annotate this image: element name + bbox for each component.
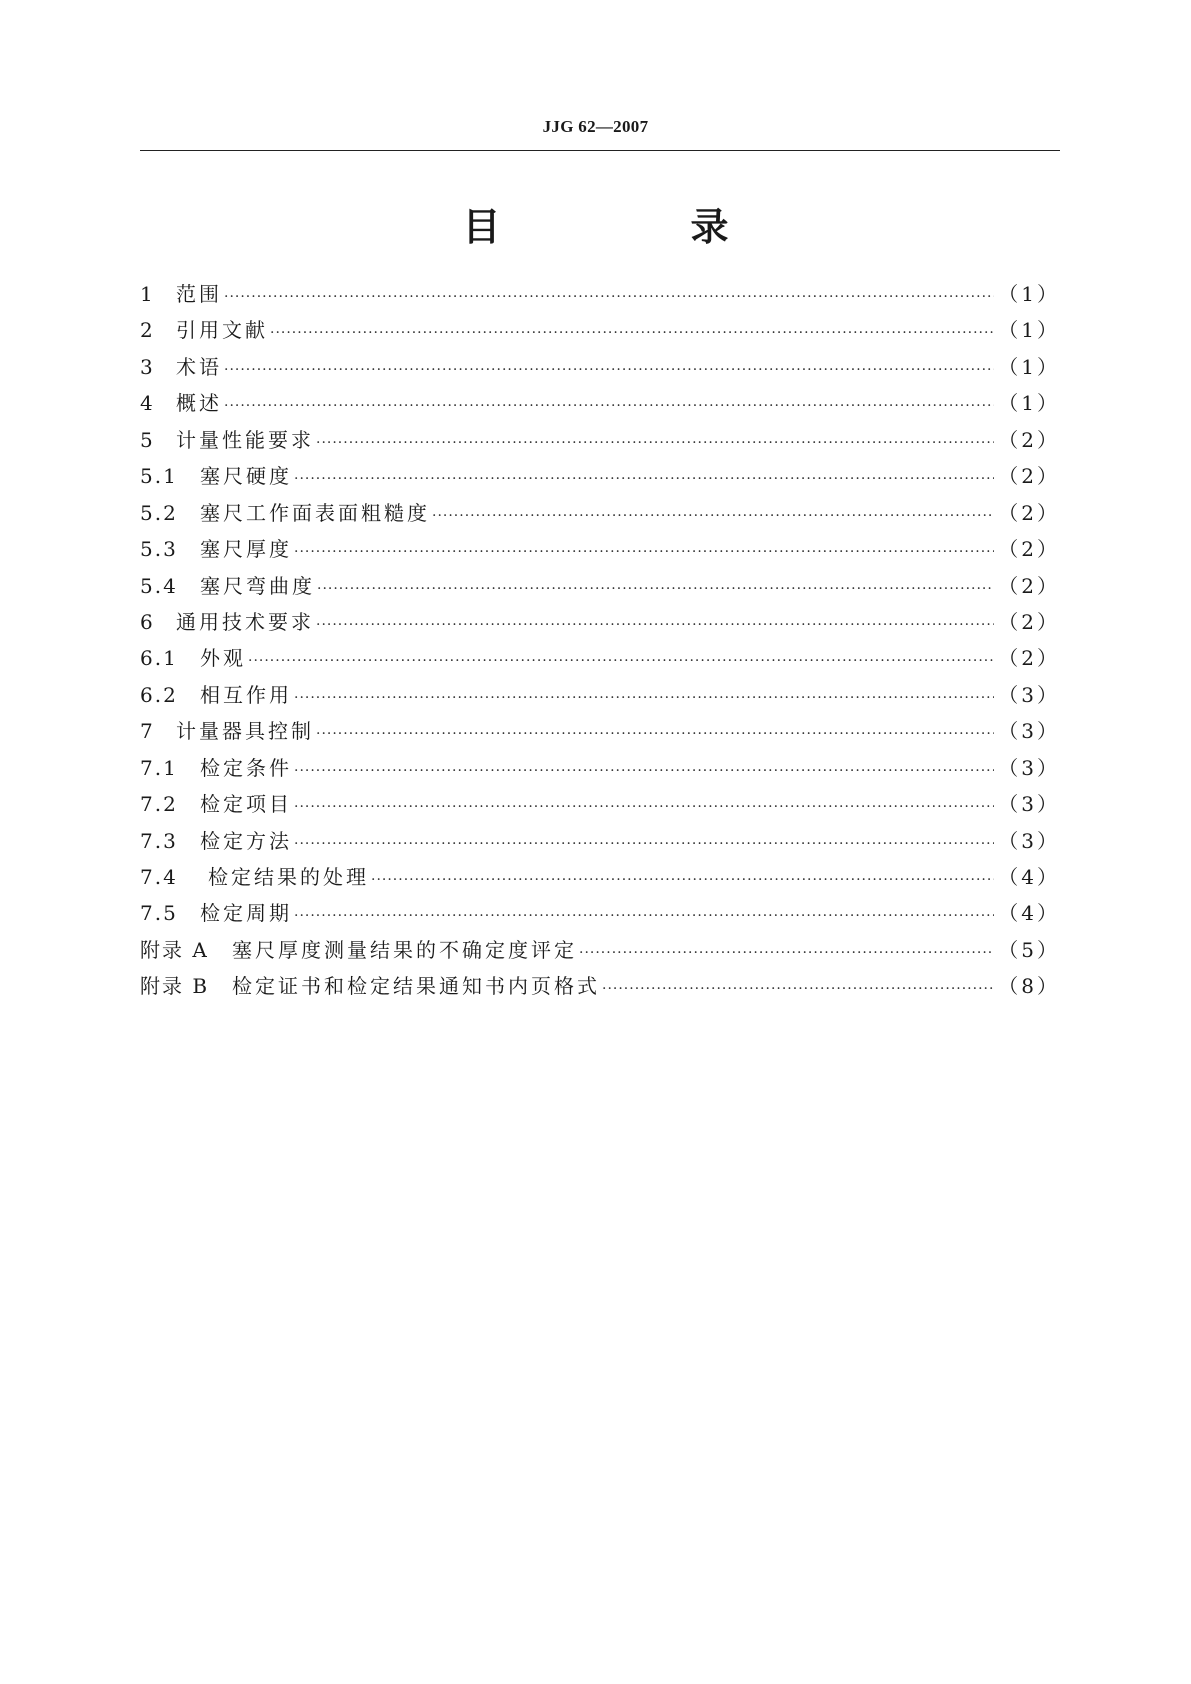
toc-entry-page: （2）	[998, 646, 1060, 671]
toc-entry-title: 塞尺工作面表面粗糙度	[200, 500, 430, 525]
toc-entry[interactable]	[140, 276, 1060, 312]
toc-entry-page: （3）	[998, 828, 1060, 853]
toc-entry-page: （1）	[998, 282, 1060, 306]
toc-title: 目 录	[462, 205, 805, 249]
table-of-contents	[140, 276, 1060, 1005]
toc-leader-dots	[317, 571, 994, 607]
toc-entry-number: 1	[140, 282, 155, 306]
toc-entry[interactable]	[140, 713, 1060, 749]
toc-entry-number: 7.2	[140, 792, 178, 817]
toc-entry-title: 计量器具控制	[176, 719, 314, 744]
toc-entry[interactable]	[140, 677, 1060, 713]
toc-entry-page: （3）	[998, 792, 1060, 817]
toc-entry-number: 6.2	[140, 682, 178, 707]
toc-entry-title: 外观	[200, 646, 246, 671]
toc-leader-dots	[294, 789, 994, 825]
toc-entry-title: 检定条件	[200, 755, 292, 780]
toc-entry-number: 7.4	[140, 865, 178, 889]
toc-leader-dots	[579, 935, 994, 971]
toc-entry-page: （1）	[998, 354, 1060, 379]
toc-entry-number: 5.2	[140, 500, 178, 525]
toc-leader-dots	[371, 862, 994, 898]
toc-entry-page: （2）	[998, 537, 1060, 562]
toc-entry-number: 7	[140, 719, 155, 744]
toc-leader-dots	[316, 716, 994, 752]
toc-entry[interactable]	[140, 495, 1060, 531]
toc-entry-page: （1）	[998, 391, 1060, 416]
toc-entry-title: 检定方法	[200, 828, 292, 853]
toc-entry-title: 通用技术要求	[176, 609, 314, 634]
toc-entry-title: 塞尺弯曲度	[200, 573, 315, 598]
toc-entry-title: 检定周期	[200, 901, 292, 926]
toc-entry[interactable]	[140, 385, 1060, 421]
toc-entry-title: 相互作用	[200, 682, 292, 707]
toc-entry-number: 6	[140, 609, 155, 634]
toc-entry-page: （2）	[998, 609, 1060, 634]
toc-entry[interactable]	[140, 859, 1060, 895]
toc-leader-dots	[294, 898, 994, 934]
toc-entry-page: （1）	[998, 318, 1060, 343]
toc-entry[interactable]	[140, 568, 1060, 604]
toc-entry[interactable]	[140, 458, 1060, 494]
toc-entry[interactable]	[140, 422, 1060, 458]
toc-leader-dots	[602, 971, 994, 1007]
toc-entry-page: （2）	[998, 427, 1060, 452]
toc-leader-dots	[248, 643, 994, 679]
toc-entry-title: 塞尺厚度	[200, 537, 292, 562]
toc-entry[interactable]	[140, 640, 1060, 676]
toc-entry-number: 附录 B	[140, 974, 210, 999]
toc-leader-dots	[294, 753, 994, 789]
toc-entry[interactable]	[140, 895, 1060, 931]
toc-entry-number: 5.1	[140, 464, 178, 489]
toc-entry[interactable]	[140, 349, 1060, 385]
toc-entry[interactable]	[140, 604, 1060, 640]
toc-entry-page: （3）	[998, 719, 1060, 744]
toc-entry-page: （3）	[998, 682, 1060, 707]
toc-entry-title: 术语	[176, 354, 222, 379]
toc-entry[interactable]	[140, 823, 1060, 859]
toc-entry-number: 附录 A	[140, 937, 209, 962]
toc-entry-number: 6.1	[140, 646, 178, 671]
toc-entry-title: 范围	[176, 282, 222, 306]
toc-entry-title: 检定结果的处理	[208, 865, 369, 889]
toc-entry-title: 塞尺硬度	[200, 464, 292, 489]
toc-entry[interactable]	[140, 968, 1060, 1004]
toc-leader-dots	[432, 498, 994, 534]
toc-entry[interactable]	[140, 312, 1060, 348]
toc-entry-title: 计量性能要求	[176, 427, 314, 452]
toc-entry-title: 引用文献	[176, 318, 268, 343]
toc-entry-page: （5）	[998, 937, 1060, 962]
toc-leader-dots	[316, 425, 994, 461]
toc-entry-number: 5	[140, 427, 155, 452]
toc-entry-title: 检定项目	[200, 792, 292, 817]
toc-entry-title: 概述	[176, 391, 222, 416]
toc-entry-page: （2）	[998, 573, 1060, 598]
toc-leader-dots	[294, 826, 994, 862]
toc-entry-title: 塞尺厚度测量结果的不确定度评定	[232, 937, 577, 962]
toc-entry-number: 7.1	[140, 755, 178, 780]
toc-entry-page: （4）	[998, 865, 1060, 889]
toc-entry-number: 4	[140, 391, 155, 416]
document-code-header: JJG 62—2007	[542, 117, 649, 136]
toc-entry-title: 检定证书和检定结果通知书内页格式	[232, 974, 600, 999]
toc-entry-number: 5.3	[140, 537, 178, 562]
toc-entry-number: 7.3	[140, 828, 178, 853]
toc-entry-number: 2	[140, 318, 155, 343]
toc-entry-page: （4）	[998, 901, 1060, 926]
toc-leader-dots	[294, 680, 994, 716]
toc-leader-dots	[224, 388, 994, 424]
toc-entry-page: （2）	[998, 500, 1060, 525]
toc-entry[interactable]	[140, 932, 1060, 968]
toc-entry-page: （2）	[998, 464, 1060, 489]
toc-leader-dots	[316, 607, 994, 643]
toc-leader-dots	[294, 461, 994, 497]
header-rule	[140, 150, 1060, 151]
toc-leader-dots	[224, 279, 994, 315]
toc-entry-number: 7.5	[140, 901, 178, 926]
toc-leader-dots	[270, 315, 994, 351]
toc-entry[interactable]	[140, 531, 1060, 567]
toc-entry[interactable]	[140, 750, 1060, 786]
toc-entry-page: （3）	[998, 755, 1060, 780]
toc-entry-number: 5.4	[140, 573, 178, 598]
toc-entry-page: （8）	[998, 974, 1060, 999]
toc-leader-dots	[224, 352, 994, 388]
toc-entry[interactable]	[140, 786, 1060, 822]
toc-entry-number: 3	[140, 354, 155, 379]
toc-leader-dots	[294, 534, 994, 570]
